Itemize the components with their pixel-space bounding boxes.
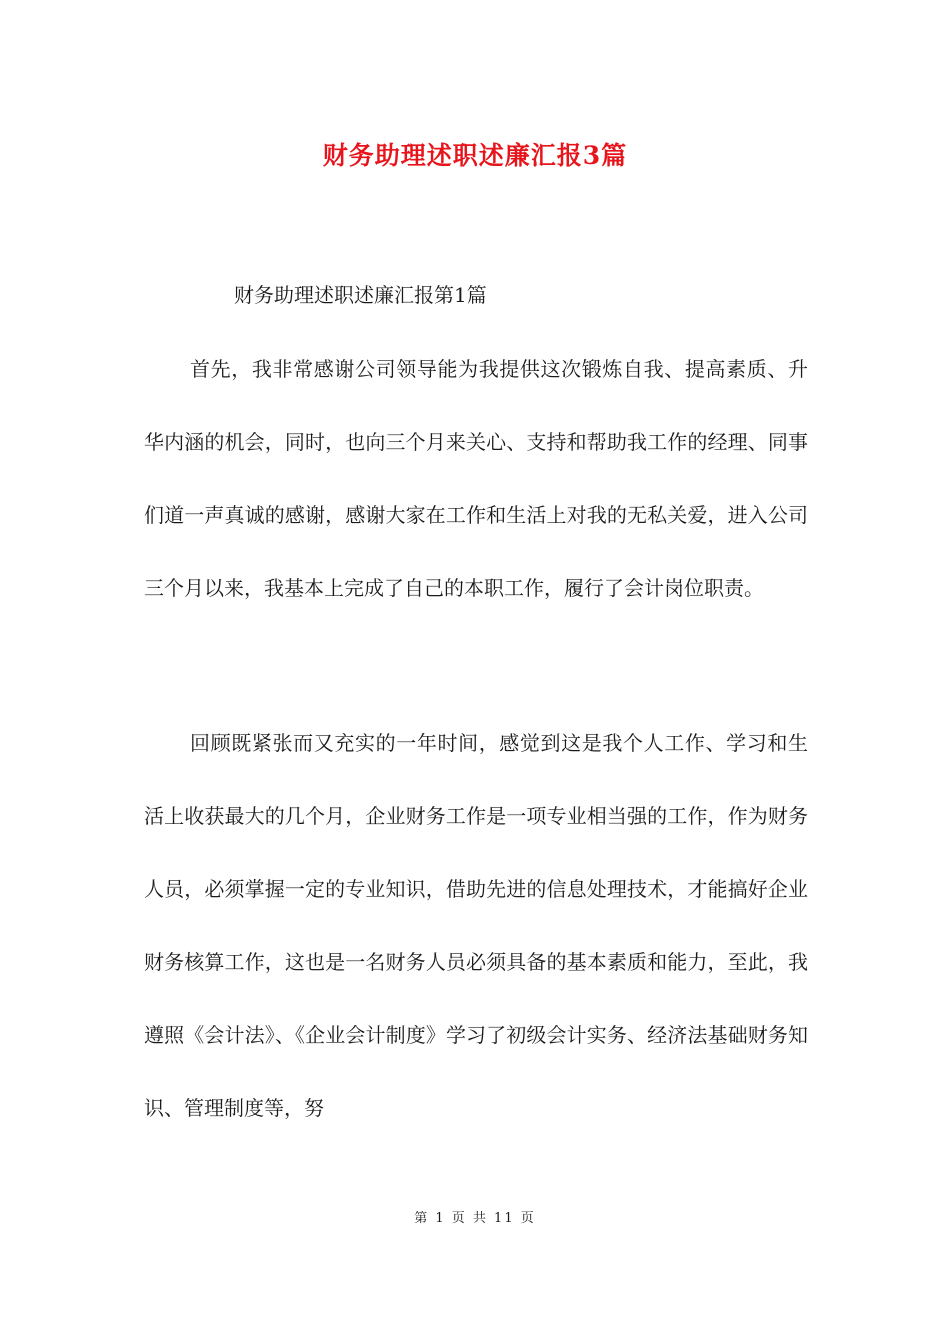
page-footer: 第 1 页 共 11 页 xyxy=(414,1211,536,1226)
section-heading: 财务助理述职述廉汇报第1篇 xyxy=(234,283,487,307)
document-title: 财务助理述职述廉汇报3篇 xyxy=(322,141,628,170)
body-paragraph: 回顾既紧张而又充实的一年时间，感觉到这是我个人工作、学习和生活上收获最大的几个月，企业财务工作是一项专业相当强的工作，作为财务人员，必须掌握一定的专业知识，借助先进的信息处理技术，才能搞好企业财务核算工作，这也是一名财务人员必须具备的基本素质和能力，至此，我遵照《会计法》、《企业会计制度》学习了初级会计实务、经济法基础财务知识、管理制度等，努 xyxy=(144,731,808,1120)
body-paragraph: 首先，我非常感谢公司领导能为我提供这次锻炼自我、提高素质、升华内涵的机会，同时，也向三个月来关心、支持和帮助我工作的经理、同事们道一声真诚的感谢，感谢大家在工作和生活上对我的无私关爱，进入公司三个月以来，我基本上完成了自己的本职工作，履行了会计岗位职责。 xyxy=(144,357,808,600)
